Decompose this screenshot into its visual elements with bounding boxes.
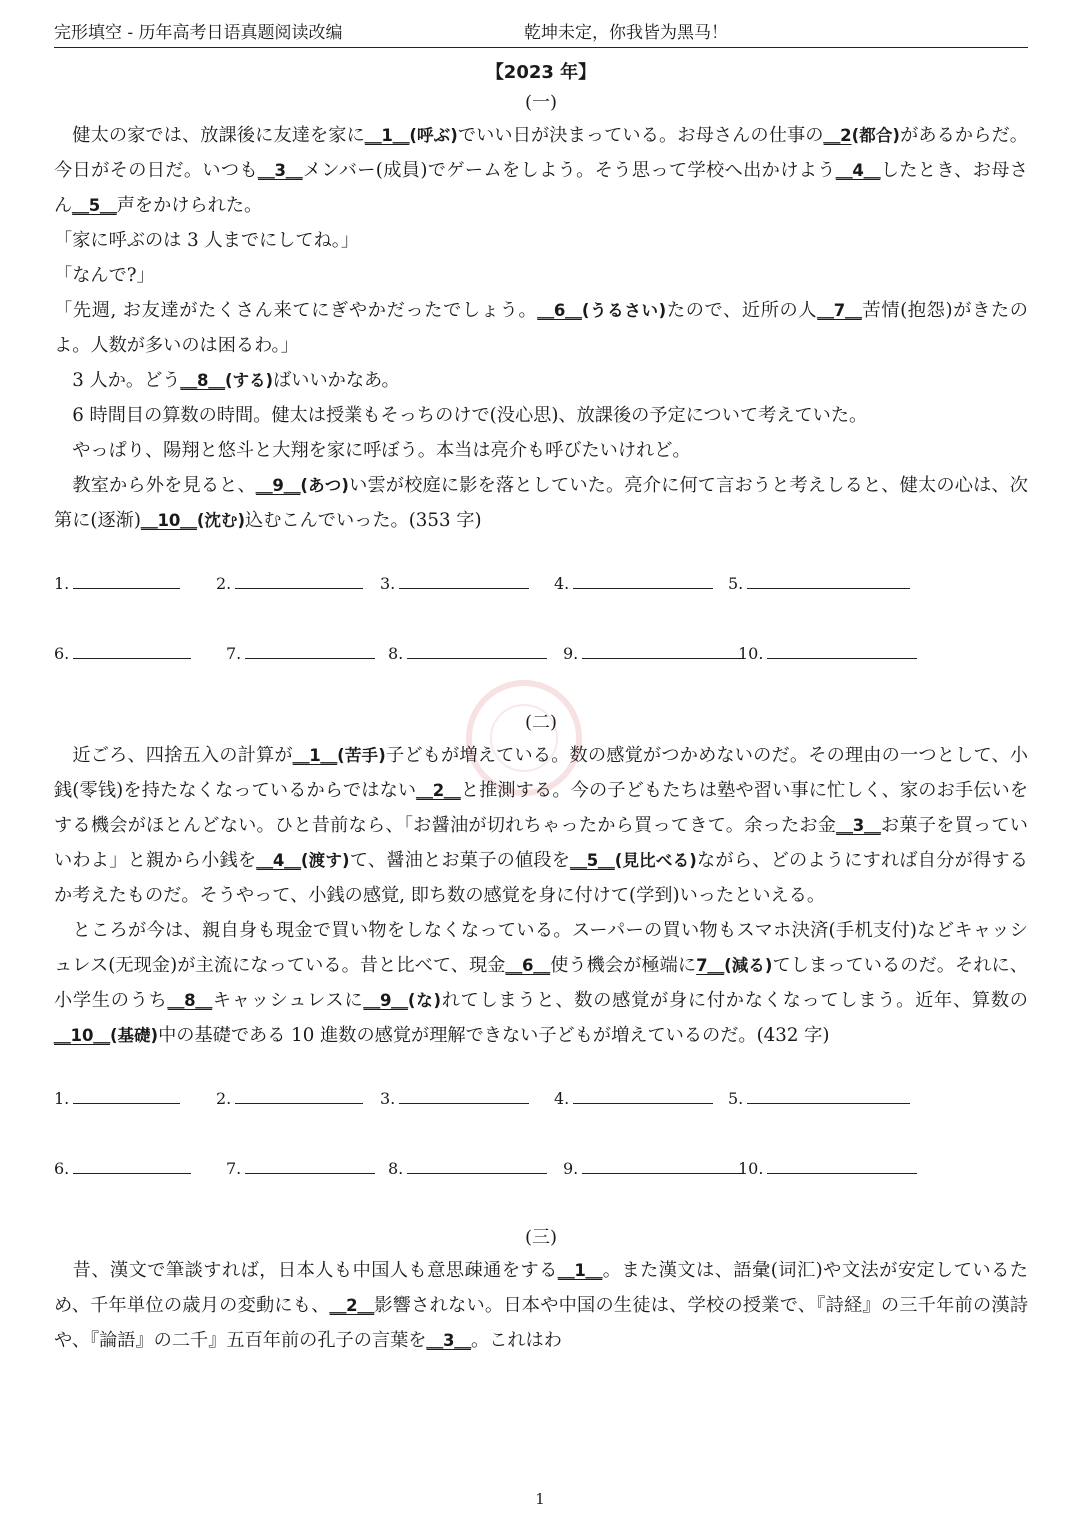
answer-label: 7. bbox=[226, 644, 242, 663]
passage-text: があるからだ。今日がその日だ。いつも bbox=[54, 125, 1028, 181]
passage-paragraph bbox=[54, 468, 1028, 538]
answer-slot[interactable] bbox=[54, 1085, 180, 1108]
cloze-blank: ＿6＿ bbox=[505, 956, 551, 975]
answer-slot[interactable] bbox=[563, 640, 744, 663]
answer-slot[interactable] bbox=[728, 1085, 910, 1108]
cloze-blank: ＿3＿ bbox=[258, 161, 303, 180]
passage-paragraph bbox=[54, 118, 1028, 223]
passage-text: ところが今は、親自身も現金で買い物をしなくなっている。スーパーの買い物もスマホ決済(手机支付)などキャッシュレス(无现金)が主流になっている。昔と比べて、現金 bbox=[54, 920, 1028, 976]
cloze-blank: ＿2＿ bbox=[416, 781, 461, 800]
cloze-hint: (苦手) bbox=[337, 746, 386, 765]
cloze-hint: (都合) bbox=[851, 126, 900, 145]
answer-line[interactable] bbox=[235, 1085, 363, 1104]
passage-text: 6 時間目の算数の時間。健太は授業もそっちのけで(没心思)、放課後の予定について考えていた。 bbox=[54, 405, 868, 426]
answer-slot[interactable] bbox=[380, 570, 529, 593]
cloze-blank: 7＿ bbox=[696, 956, 725, 975]
answer-label: 1. bbox=[54, 1089, 70, 1108]
cloze-blank: ＿6＿ bbox=[537, 301, 582, 320]
answer-line[interactable] bbox=[407, 640, 547, 659]
answer-row bbox=[54, 570, 1028, 604]
passage-paragraph bbox=[54, 1253, 1028, 1358]
answer-label: 4. bbox=[554, 574, 570, 593]
cloze-blank: ＿8＿ bbox=[180, 371, 225, 390]
answer-label: 9. bbox=[563, 1159, 579, 1178]
answer-row bbox=[54, 640, 1028, 674]
answer-label: 6. bbox=[54, 1159, 70, 1178]
answer-line[interactable] bbox=[73, 1085, 180, 1104]
answer-slot[interactable] bbox=[738, 1155, 917, 1178]
answer-line[interactable] bbox=[73, 570, 180, 589]
answer-label: 3. bbox=[380, 1089, 396, 1108]
answer-label: 8. bbox=[388, 644, 404, 663]
cloze-blank: ＿5＿ bbox=[72, 196, 117, 215]
answer-line[interactable] bbox=[573, 570, 713, 589]
answer-slot[interactable] bbox=[54, 570, 180, 593]
answer-slot[interactable] bbox=[54, 640, 191, 663]
passage-text: 使う機会が極端に bbox=[550, 955, 697, 976]
answer-slot[interactable] bbox=[738, 640, 917, 663]
answer-label: 6. bbox=[54, 644, 70, 663]
answer-label: 7. bbox=[226, 1159, 242, 1178]
answer-line[interactable] bbox=[573, 1085, 713, 1104]
passage-text: 近ごろ、四捨五入の計算が bbox=[54, 745, 293, 766]
cloze-blank: ＿3＿ bbox=[426, 1331, 471, 1350]
passage-paragraph bbox=[54, 913, 1028, 1053]
passage-text: と推測する。今の子どもたちは塾や習い事に忙しく、家のお手伝いをする機会がほとんどない。ひと昔前なら、「お醤油が切れちゃったから買ってきて。余ったお金 bbox=[54, 780, 1029, 836]
cloze-blank: ＿2 bbox=[823, 126, 852, 145]
passage-text: 「先週, お友達がたくさん来てにぎやかだったでしょう。 bbox=[54, 300, 538, 321]
cloze-blank: ＿1＿ bbox=[364, 126, 410, 145]
answer-line[interactable] bbox=[399, 1085, 529, 1104]
cloze-hint: (基礎) bbox=[109, 1026, 159, 1045]
passage-paragraph bbox=[54, 738, 1028, 913]
passage-text: 3 人か。どう bbox=[54, 370, 181, 391]
header-title: 完形填空 - 历年高考日语真题阅读改编 bbox=[54, 23, 343, 43]
answer-label: 10. bbox=[738, 644, 764, 663]
answer-slot[interactable] bbox=[388, 640, 547, 663]
answer-slot[interactable] bbox=[226, 640, 375, 663]
passage-text: ばいいかなあ。 bbox=[273, 370, 400, 391]
passage-text: ながら、どのようにすれば自分が得するか考えたものだ。そうやって、小銭の感覚, 即ち数の感覚を身に付けて(学到)いったといえる。 bbox=[54, 850, 1028, 906]
year-heading: 【2023 年】 bbox=[485, 62, 597, 83]
passage-text: 。また漢文は、語彙(词汇)や文法が安定しているため、千年単位の歳月の変動にも、 bbox=[54, 1260, 1028, 1316]
passage-text: したとき、お母さん bbox=[54, 160, 1028, 216]
passage-paragraph bbox=[54, 223, 1028, 258]
passage-text: やっぱり、陽翔と悠斗と大翔を家に呼ぼう。本当は亮介も呼びたいけれど。 bbox=[54, 440, 691, 461]
passage-text: 中の基礎である 10 進数の感覚が理解できない子どもが増えているのだ。(432 字) bbox=[158, 1025, 830, 1046]
passage-text: キャッシュレスに bbox=[212, 990, 364, 1011]
cloze-hint: (する) bbox=[224, 371, 274, 390]
cloze-blank: ＿5＿ bbox=[570, 851, 615, 870]
answer-row bbox=[54, 1155, 1028, 1189]
section-title: (一) bbox=[524, 92, 558, 113]
passage-text: 苦情(抱怨)がきたのよ。人数が多いのは困るわ。」 bbox=[54, 300, 1028, 356]
passage-text: お菓子を買っていいわよ」と親から小銭を bbox=[54, 815, 1028, 871]
passage-text: 「家に呼ぶのは 3 人までにしてね。」 bbox=[54, 230, 360, 251]
answer-label: 5. bbox=[728, 1089, 744, 1108]
answer-line[interactable] bbox=[747, 1085, 910, 1104]
passage-text: たので、近所の人 bbox=[666, 300, 818, 321]
page-number: 1 bbox=[535, 1490, 545, 1508]
cloze-blank: ＿3＿ bbox=[836, 816, 881, 835]
answer-line[interactable] bbox=[245, 1155, 375, 1174]
answer-label: 2. bbox=[216, 574, 232, 593]
cloze-blank: ＿8＿ bbox=[167, 991, 213, 1010]
cloze-hint: (沈む) bbox=[196, 511, 246, 530]
passage-text: い雲が校庭に影を落としていた。亮介に何て言おうと考えしると、健太の心は、次第に(逐渐) bbox=[54, 475, 1028, 531]
passage-text: メンバー(成員)でゲームをしよう。そう思って学校へ出かけよう bbox=[302, 160, 836, 181]
answer-slot[interactable] bbox=[216, 570, 363, 593]
answer-line[interactable] bbox=[73, 1155, 191, 1174]
passage-paragraph bbox=[54, 258, 1028, 293]
answer-line[interactable] bbox=[245, 640, 375, 659]
passage-paragraph bbox=[54, 398, 1028, 433]
cloze-hint: (あつ) bbox=[300, 476, 349, 495]
answer-label: 4. bbox=[554, 1089, 570, 1108]
answer-label: 5. bbox=[728, 574, 744, 593]
passage-text: 昔、漢文で筆談すれば，日本人も中国人も意思疎通をする bbox=[54, 1260, 558, 1281]
answer-slot[interactable] bbox=[216, 1085, 363, 1108]
answer-line[interactable] bbox=[73, 640, 191, 659]
passage-text: れてしまうと、数の感覚が身に付かなくなってしまう。近年、算数の bbox=[441, 990, 1028, 1011]
answer-label: 1. bbox=[54, 574, 70, 593]
cloze-blank: ＿9＿ bbox=[255, 476, 301, 495]
answer-line[interactable] bbox=[747, 570, 910, 589]
answer-slot[interactable] bbox=[563, 1155, 744, 1178]
answer-slot[interactable] bbox=[554, 1085, 713, 1108]
answer-label: 8. bbox=[388, 1159, 404, 1178]
cloze-blank: ＿4＿ bbox=[256, 851, 301, 870]
cloze-hint: (な) bbox=[407, 991, 441, 1010]
passage-text: 教室から外を見ると、 bbox=[54, 475, 256, 496]
answer-line[interactable] bbox=[767, 640, 917, 659]
passage-text: て、醤油とお菓子の値段を bbox=[349, 850, 571, 871]
answer-line[interactable] bbox=[582, 640, 744, 659]
cloze-blank: ＿1＿ bbox=[557, 1261, 603, 1280]
cloze-hint: (減る) bbox=[724, 956, 773, 975]
answer-slot[interactable] bbox=[380, 1085, 529, 1108]
cloze-blank: ＿7＿ bbox=[817, 301, 862, 320]
passage-text: てしまっているのだ。それに、小学生のうち bbox=[54, 955, 1028, 1011]
passage-text: 。これはわ bbox=[470, 1330, 562, 1351]
answer-label: 9. bbox=[563, 644, 579, 663]
passage-text: 子どもが増えている。数の感覚がつかめないのだ。その理由の一つとして、小銭(零钱)を持たなくなっているからではない bbox=[54, 745, 1028, 801]
passage-paragraph bbox=[54, 433, 1028, 468]
passage-paragraph bbox=[54, 293, 1028, 363]
answer-slot[interactable] bbox=[226, 1155, 375, 1178]
cloze-blank: ＿10＿ bbox=[140, 511, 197, 530]
cloze-blank: ＿10＿ bbox=[54, 1026, 110, 1045]
page-header bbox=[54, 20, 1028, 48]
answer-line[interactable] bbox=[767, 1155, 917, 1174]
header-motto: 乾坤未定，你我皆为黑马！ bbox=[524, 23, 728, 43]
answer-line[interactable] bbox=[399, 570, 529, 589]
section-title: (二) bbox=[524, 712, 558, 733]
answer-slot[interactable] bbox=[728, 570, 910, 593]
passage-text: 「なんで?」 bbox=[54, 265, 155, 286]
answer-label: 3. bbox=[380, 574, 396, 593]
answer-label: 2. bbox=[216, 1089, 232, 1108]
passage-text: 影響されない。日本や中国の生徒は、学校の授業で、『詩経』の三千年前の漢詩や、『論語』の二千』五百年前の孔子の言葉を bbox=[54, 1295, 1028, 1351]
answer-row bbox=[54, 1085, 1028, 1119]
answer-slot[interactable] bbox=[388, 1155, 547, 1178]
passage-text: 声をかけられた。 bbox=[116, 195, 263, 216]
cloze-hint: (見比べる) bbox=[614, 851, 697, 870]
cloze-blank: ＿4＿ bbox=[835, 161, 881, 180]
document-body bbox=[54, 58, 1028, 1358]
answer-slot[interactable] bbox=[554, 570, 713, 593]
answer-label: 10. bbox=[738, 1159, 764, 1178]
passage-text: 健太の家では、放課後に友達を家に bbox=[54, 125, 365, 146]
cloze-blank: ＿1＿ bbox=[292, 746, 338, 765]
answer-line[interactable] bbox=[582, 1155, 744, 1174]
cloze-blank: ＿9＿ bbox=[363, 991, 408, 1010]
cloze-hint: (うるさい) bbox=[581, 301, 667, 320]
cloze-hint: (呼ぶ) bbox=[409, 126, 458, 145]
answer-line[interactable] bbox=[407, 1155, 547, 1174]
answer-slot[interactable] bbox=[54, 1155, 191, 1178]
passage-text: でいい日が決まっている。お母さんの仕事の bbox=[457, 125, 824, 146]
answer-line[interactable] bbox=[235, 570, 363, 589]
cloze-hint: (渡す) bbox=[300, 851, 350, 870]
section-title: (三) bbox=[524, 1227, 558, 1248]
cloze-blank: ＿2＿ bbox=[329, 1296, 375, 1315]
passage-paragraph bbox=[54, 363, 1028, 398]
passage-text: 込むこんでいった。(353 字) bbox=[245, 510, 482, 531]
